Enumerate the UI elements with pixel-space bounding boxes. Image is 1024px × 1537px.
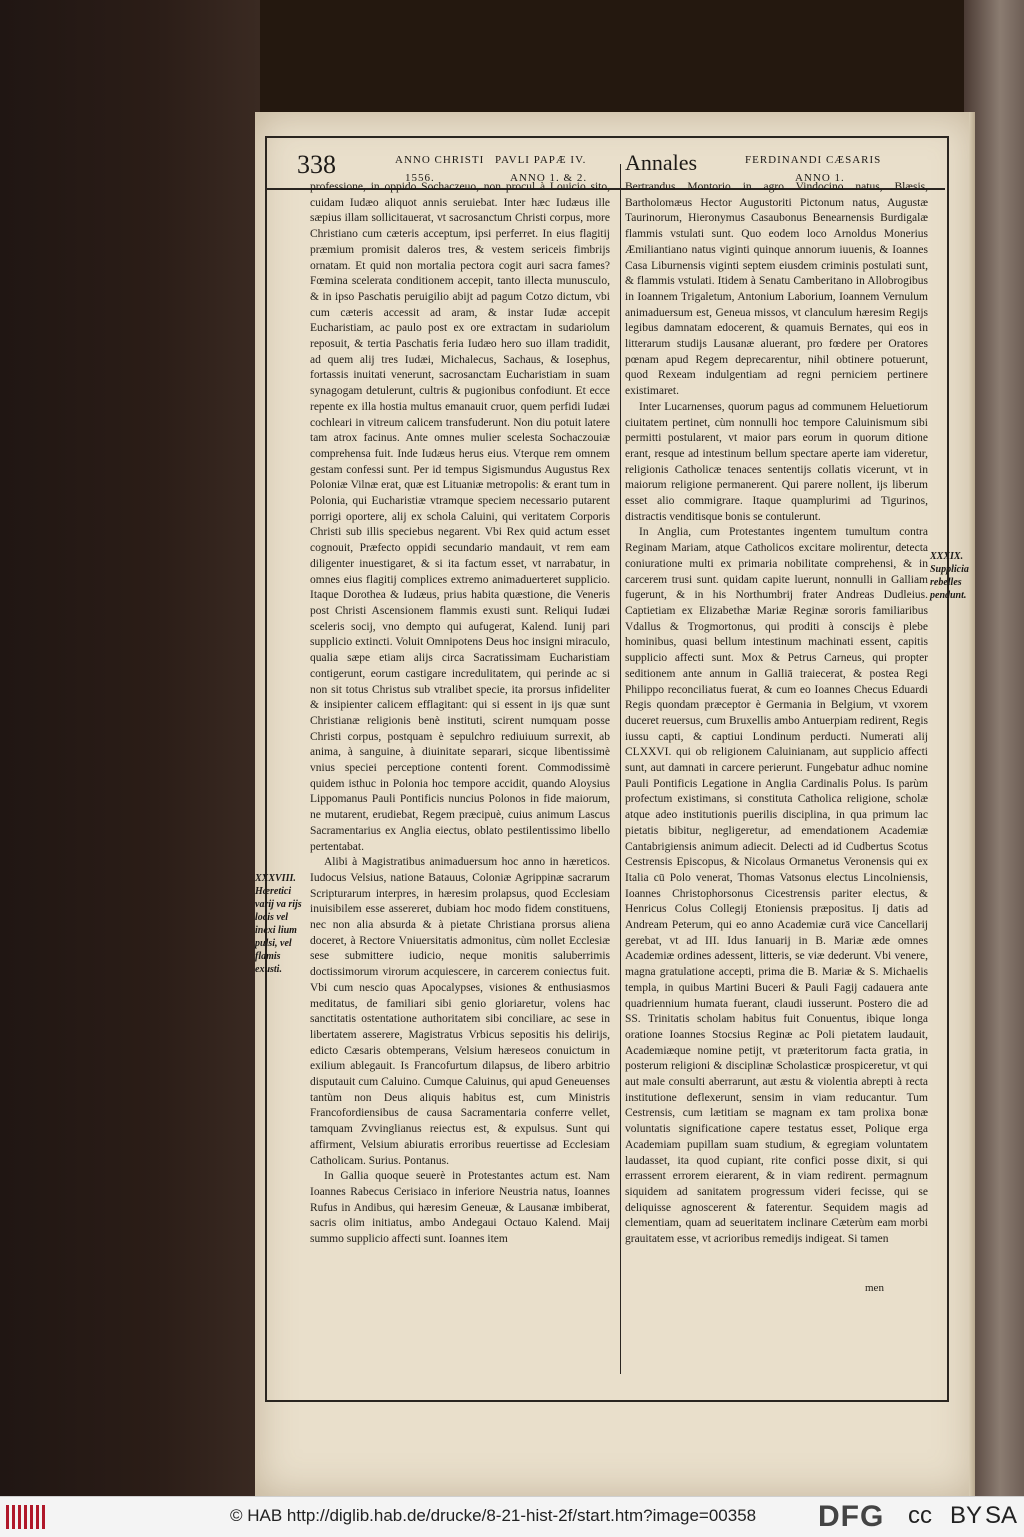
paragraph: In Anglia, cum Protestantes ingentem tumultum contra Reginam Mariam, atque Catholicos excitare molirentur, detecta coniuratione multi ex primaria nobilitate comprehensi, & in carcerem trusi sunt. quidam capite luerunt, nonnulli in Galliam fugerunt, & in his Northumbrij frater Andreas Dudleius. Captietiam ex Elizabethæ Mariæ Reginæ sororis familiaribus Vdallus & Trogmortonus, qui proditi à conscijs è plebe hominibus, quasi bellum intestinum machinati essent, capitis supplicio affecti sunt. Mox & Petrus Carneus, qui propter seditionem ante annum in Galliā traiecerat, & postea Regi Philippo reconciliatus fuerat, & cum eo Ioannes Checus Eduardi Regis quondam præceptor è Germania in Belgium, vt vxorem duceret reuersus, cum Bruxellis ambo Antuerpiam redirent, Regis iussu capti, & captiui Londinum perducti. Numerati alij CLXXVI. qui ob religionem Caluinianam, aut supplicio affecti sunt, aut damnati in carcere perierunt. Fungebatur adhuc nomine Pauli Pontificis Legatione in Anglia Cardinalis Polus. Is parùm profectum existimans, si constituta Catholica religione, scholæ atque adeo institutionis puerilis disciplina, in qua primum lac pietatis bibitur, negligeretur, ad emendationem Academiæ Cantabrigiensis animum adiecit. Delecti ad id Cudbertus Scotus Cestrensis Episcopus, & Nicolaus Ormanetus Veronensis qui ex Italia cū Polo venerat, Thomas Vatsonus electus Lincolniensis, Ioannes Christophorsonus Cicestrensis pariter electus, & Henricus Colus Collegij Etoniensis præpositus. Ij datis ad Andream Peterum, qui eo anno Academiæ curā vice Cancellarij gerebat, vt ad III. Idus Ianuarij in B. Mariæ æde omnes Academiæ ordines adessent, litteris, se viæ dederunt. Vbi venere, magna gratulatione accepti, prima die B. Mariæ & S. Michaelis templa, in quibus Martini Buceri & Pauli Fagij cadauera ante quadriennium humata fuerant, claudi iusserunt. Postero die ad SS. Trinitatis scholam habitus fuit Conuentus, ibique longa oratione Ioannes Stocsius Reginæ ac Poli pietatem laudauit, Academiæque nomine petijt, vt præteritorum facta gratia, in posterum religioni & disciplinæ Scholasticæ prospiceretur, vt qui aut male consulti aberrarunt, aut æstu & violentia abrepti à recta institutione deflexerunt, sensim in viam reducantur. Tum Cestrensis, cum lætitiam se magnam ex tam prolixa bonæ voluntatis significatione capere testatus esset, Polique erga Academiam pupillam suam studium, & egregiam voluntatem laudasset, ita quod cupiant, rite confici posse dixit, si qui errassent errorem eierarent, & in viam redirent. permagnum siquidem ad sanitatem progressum videri fecisse, qui se deliquisse agnoscerent & faterentur. Sequidem magis ad clementiam, quam ad seueritatem inclinare Cæterùm eam morbi grauitatem esse, vt acrioribus remedijs indigeat. Si tamen [625,526,928,1246]
column-divider [620,164,621,1374]
dfg-logo: DFG [818,1500,885,1533]
paragraph: Inter Lucarnenses, quorum pagus ad communem Heluetiorum ciuitatem pertinet, cùm nonnulli hoc tempore Caluinismum sibi permitti postularent, vt maior pars eorum in quorum ditione erant, resque ad intestinum bellum spectare aperte iam videretur, religionis Catholicæ tenaces sententijs collatis vicerunt, vt in maiorum religione permanerent. Qui parere nollent, ijs liberum esset alio commigrare. Itaque quamplurimi ad Tigurinos, distractis venditisque bonis se contulerunt. [625,400,928,523]
paragraph: Alibi à Magistratibus animaduersum hoc anno in hæreticos. Iudocus Velsius, natione Batauus, Coloniæ Agrippinæ sacrarum Scripturarum interpres, in hæresim prolapsus, quod Ecclesiam inuisibilem esse assereret, dubiam hoc modo fidem constituens, nec non alia absurda & à pietate Christiana prorsus aliena doceret, à Rectore Vniuersitatis admonitus, cùm nollet Ecclesiæ sese submittere iudicio, neque monitis saluberrimis doctissimorum virorum acquiescere, in carcerem coniectus fuit. Vbi cum nescio quas Apocalypses, visiones & enthusiasmos meditatus, de familiari sibi genio gloriaretur, volens hac sanctitatis ostentatione authoritatem sibi conciliare, ac sese in libertatem asserere, Magistratus Vrbicus sepositis his delirijs, edicto Cæsaris obtemperans, Velsium hæreseos conuictum in exilium ablegauit. Is Francofurtum dilapsus, de libero arbitrio disputauit cum Caluino. Cumque Caluinus, qui apud Geneuenses tantùm non Deus aliquis habitus est, cum Ministris Francofordiensibus de causa Sacramentaria conferre vellet, tamquam Zvvinglianus reiectus est, & expulsus. Sunt qui affirment, Velsium abiuratis erroribus reuertisse ad Ecclesiam Catholicam. Surius. Pontanus. [310,856,610,1167]
page-edge [969,112,975,1497]
text-column-right [625,180,928,1370]
header-emperor: FERDINANDI CÆSARIS [745,154,882,166]
header-pope-years: ANNO 1. & 2. [510,172,588,184]
paragraph: Bertrandus Montorio in agro Vindocino natus, Blæsis, Bartholomæus Hector Augustoriti Pictonum natus, Augustæ Taurinorum, Hieronymus Casaubonus Benearnensis Burdigalæ flammis vstulati sunt. Quo eodem loco Arnoldus Monerius Æmiliantiano natus viginti quinque annorum iuuenis, & Ioannes Casa Liburnensis viginti septem eiusdem criminis postulati sunt, & flammis vstulati. Itidem à Senatu Camberitano in Allobrogibus in Ioannem Trigaletum, Antonium Laborium, Ioannem Vernulum animaduersum est, Geneua missos, vt clanculum hæresim Regijs legibus damnatam edocerent, & quamuis Bernates, qui eos in litterarum studijs Lausanæ aluerant, pro fœdere per Oratores pœnam apud Regem deprecarentur, nihil obtinere potuerunt, quod Rexeam indulgentiam ad regni perniciem pertinere existimaret. [625,181,928,398]
header-anno-christi: ANNO CHRISTI [395,154,485,166]
margin-note-left: XXXVIII. Hæretici varij va rijs locis vel inexi lium pulsi, vel flamis exusti. [255,873,302,975]
margin-note-right: XXXIX. Supplicia rebelles pendunt. [930,551,969,601]
cc-sa-icon: SA [985,1502,1018,1529]
paragraph: In Gallia quoque seuerè in Protestantes actum est. Nam Ioannes Rabecus Cerisiaco in inferiore Neustria natus, Ioannes Rufus in Andibus, qui hæresim Geneuæ, & Lausanæ imbiberat, sacris olim initiatus, ambo Andegaui Octauo Kalend. Maij summo supplicio affecti sunt. Ioannes item [310,1170,610,1246]
cc-by-icon: BY [950,1502,983,1529]
text-column-left [310,180,610,1400]
paragraph: professione, in oppido Sochaczeuo, non procul à Louicio sito, cuidam Iudæo aliquot annis seruiebat. Inter hæc Iudæus ille sæpius illam sollicitauerat, vt sacrosanctum Christi corpus, more Christiano cum cæteris acceptum, ipsi perferret. In eius flagitij præmium promisit daleros tres, & vestem sericeis fimbrijs ornatam. Et quid non mortalia pectora cogit auri sacra fames? Fœmina scelerata conditionem accepit, tanto illecta munusculo, & in ipso Paschatis peruigilio abijt ad pagum Cotzo dictum, vbi cum cæteris accessit ad aram, & instar Iudæ accepit Eucharistiam, ac paulo post ex ore extractam in sudariolum reposuit, & tertia Paschatis feria Iudæo hero suo illam tradidit, ad quem alij tres Iudæi, Michalecus, Sachaus, & Iosephus, fortassis inuitati venerunt, sacrosanctam Eucharistiam in suam synagogam detulerunt, cultris & pugionibus confodiunt. Et ecce repente ex illa hostia multus emanauit cruor, quem perfidi Iudæi cochleari in vitreum calicem transfuderunt. Non diu potuit latere tam atrox facinus. Ante omnes mulier scelesta Sochaczouiæ comprehensa fuit. Inde Iudæus herus eius. Vterque rem omnem gestam confessi sunt. Per id tempus Sigismundus Augustus Rex Poloniæ Vilnæ erat, quæ est Lituaniæ metropolis: & erant tum in Polonia, qui Eucharistiæ vtramque speciem necessario putarent porrigi oportere, alij ex schola Caluini, qui veritatem Corporis Christi sub illis speciebus negarent. Vbi Rex quid actum esset cognouit, Præfecto oppidi secundario mandauit, vt rem eam diligenter inuestigaret, & si ita factum esset, vt narrabatur, in omnes eius flagitij complices extremo animaduerteret supplicio. Itaque Dorothea & Iudæus, prius habita quæstione, die Veneris post Christi Ascensionem flammis exusti sunt. Reliqui Iudæi sceleris socij, vno dempto qui aufugerat, Kalend. Iunij pari supplicio extincti. Voluit Omnipotens Deus hoc insigni miraculo, qualia sæpe etiam alijs circa Sacratissimam Eucharistiam contigerunt, eorum castigare incredulitatem, qui perinde ac si non sit totus Christus sub vtralibet specie, ita prorsus infideliter & insipienter calicem efflagitant: qui si essent in ijs quæ sunt Christianæ religionis benè instituti, scirent numquam posse Christi corpus, postquam è sepulchro rediuiuum surrexit, ab anima, à sanguine, à diuinitate separari, sicque libentissimè vnius speciei perceptione contenti forent. Commodissimè quidem isthuc in Polonia hoc tempore accidit, quando Aloysius Lippomanus Pauli Pontificis nuncius Polonos in fide maiorum, ne mutarent, erudiebat, Regem præcipuè, cuius animum Lascus Sacramentarius ex Anglia eiectus, oblato pestilentissimo libello pertentabat. [310,181,610,853]
book-page [255,112,975,1497]
header-year: 1556. [405,172,435,184]
page-number: 338 [297,150,336,179]
catchword: men [865,1282,884,1294]
header-title: Annales [625,150,698,175]
hab-logo-icon [6,1505,48,1529]
viewer-footer [0,1496,1024,1537]
cc-license-icon[interactable]: cc [908,1502,932,1529]
header-pope: PAVLI PAPÆ IV. [495,154,587,166]
scan-background-left [0,0,260,1497]
copyright-link[interactable]: © HAB http://diglib.hab.de/drucke/8-21-hist-2f/start.htm?image=00358 [230,1506,757,1525]
header-emperor-year: ANNO 1. [795,172,845,184]
